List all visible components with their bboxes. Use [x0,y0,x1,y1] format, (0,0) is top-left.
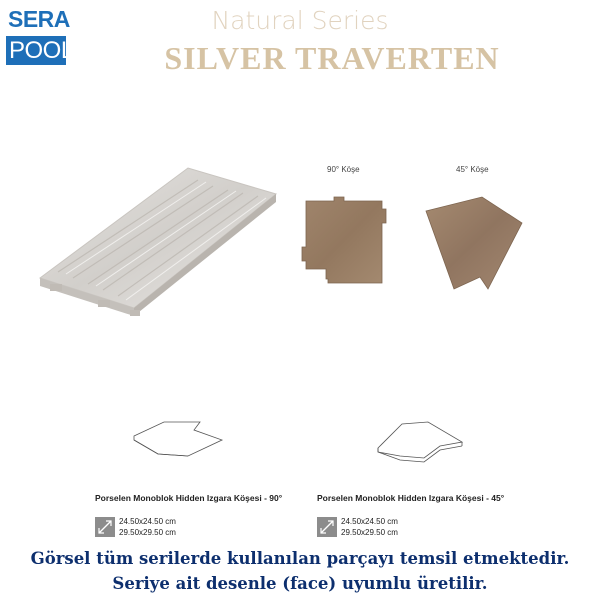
logo-bottom-text: POOL [9,37,74,64]
dim-value: 29.50x29.50 cm [341,528,398,537]
dims-45 [341,516,398,538]
drawing-45-corner [370,418,466,466]
dim-value: 24.50x24.50 cm [119,517,176,526]
caption-90: Porselen Monoblok Hidden Izgara Köşesi - 90° [95,493,283,503]
dim-value: 24.50x24.50 cm [341,517,398,526]
caption-45: Porselen Monoblok Hidden Izgara Köşesi - 45° [317,493,505,503]
series-name [0,6,600,35]
logo-top-text: SERA [8,6,70,32]
drawing-90-corner [128,418,228,460]
dimension-icon [95,517,115,537]
dimension-icon [317,517,337,537]
footer-line-1: Görsel tüm serilerde kullanılan parçayı temsil etmektedir. [30,549,570,568]
grating-slab-image [38,160,278,320]
tile-label-45: 45° Köşe [456,165,489,174]
tile-90-corner-image [298,195,390,285]
dims-90 [119,516,176,538]
dim-value: 29.50x29.50 cm [119,528,176,537]
series-text: Natural Series [211,6,389,35]
tile-45-corner-image [422,193,526,293]
product-title: SILVER TRAVERTEN [164,40,500,76]
footer-line-2: Seriye ait desenle (face) uyumlu üretilir. [112,574,488,593]
tile-label-90: 90° Köşe [327,165,360,174]
